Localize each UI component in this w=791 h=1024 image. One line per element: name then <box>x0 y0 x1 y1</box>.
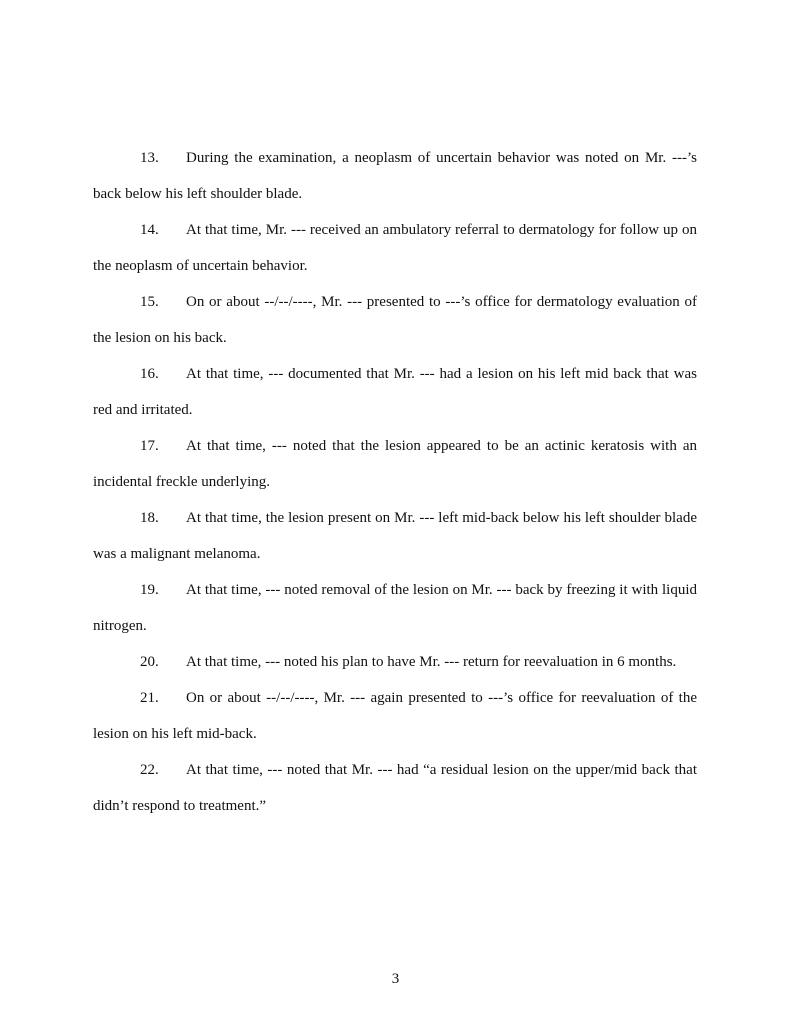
paragraph-number: 15. <box>140 294 159 310</box>
paragraph-text: At that time, --- noted removal of the lesion on Mr. --- back by freezing it with liquid nitrogen. <box>93 582 697 634</box>
paragraph-14 <box>93 212 697 284</box>
page-number: 3 <box>391 971 400 987</box>
paragraph-text: At that time, --- noted that the lesion appeared to be an actinic keratosis with an incidental freckle underlying. <box>93 438 697 490</box>
paragraph-18 <box>93 500 697 572</box>
paragraph-number: 20. <box>140 654 159 670</box>
paragraph-text: At that time, --- documented that Mr. --- had a lesion on his left mid back that was red and irritated. <box>93 366 697 418</box>
paragraph-number: 17. <box>140 438 159 454</box>
paragraph-number: 16. <box>140 366 159 382</box>
paragraph-text: On or about --/--/----, Mr. --- again presented to ---’s office for reevaluation of the lesion on his left mid-back. <box>93 690 697 742</box>
paragraph-number: 14. <box>140 222 159 238</box>
paragraph-number: 18. <box>140 510 159 526</box>
paragraph-text: On or about --/--/----, Mr. --- presented to ---’s office for dermatology evaluation of the lesion on his back. <box>93 294 697 346</box>
paragraph-17 <box>93 428 697 500</box>
paragraph-number: 21. <box>140 690 159 706</box>
paragraph-text: At that time, --- noted his plan to have Mr. --- return for reevaluation in 6 months. <box>186 654 677 670</box>
paragraph-21 <box>93 680 697 752</box>
paragraph-number: 13. <box>140 150 159 166</box>
paragraph-number: 22. <box>140 762 159 778</box>
paragraph-text: At that time, --- noted that Mr. --- had “a residual lesion on the upper/mid back that didn’t respond to treatment.” <box>93 762 697 814</box>
paragraph-number: 19. <box>140 582 159 598</box>
paragraph-16 <box>93 356 697 428</box>
paragraph-15 <box>93 284 697 356</box>
document-body <box>93 140 697 824</box>
paragraph-text: At that time, the lesion present on Mr. --- left mid-back below his left shoulder blade was a malignant melanoma. <box>93 510 697 562</box>
paragraph-13 <box>93 140 697 212</box>
paragraph-22 <box>93 752 697 824</box>
paragraph-text: During the examination, a neoplasm of uncertain behavior was noted on Mr. ---’s back below his left shoulder blade. <box>93 150 697 202</box>
paragraph-20 <box>93 644 697 680</box>
paragraph-text: At that time, Mr. --- received an ambulatory referral to dermatology for follow up on the neoplasm of uncertain behavior. <box>93 222 697 274</box>
paragraph-19 <box>93 572 697 644</box>
